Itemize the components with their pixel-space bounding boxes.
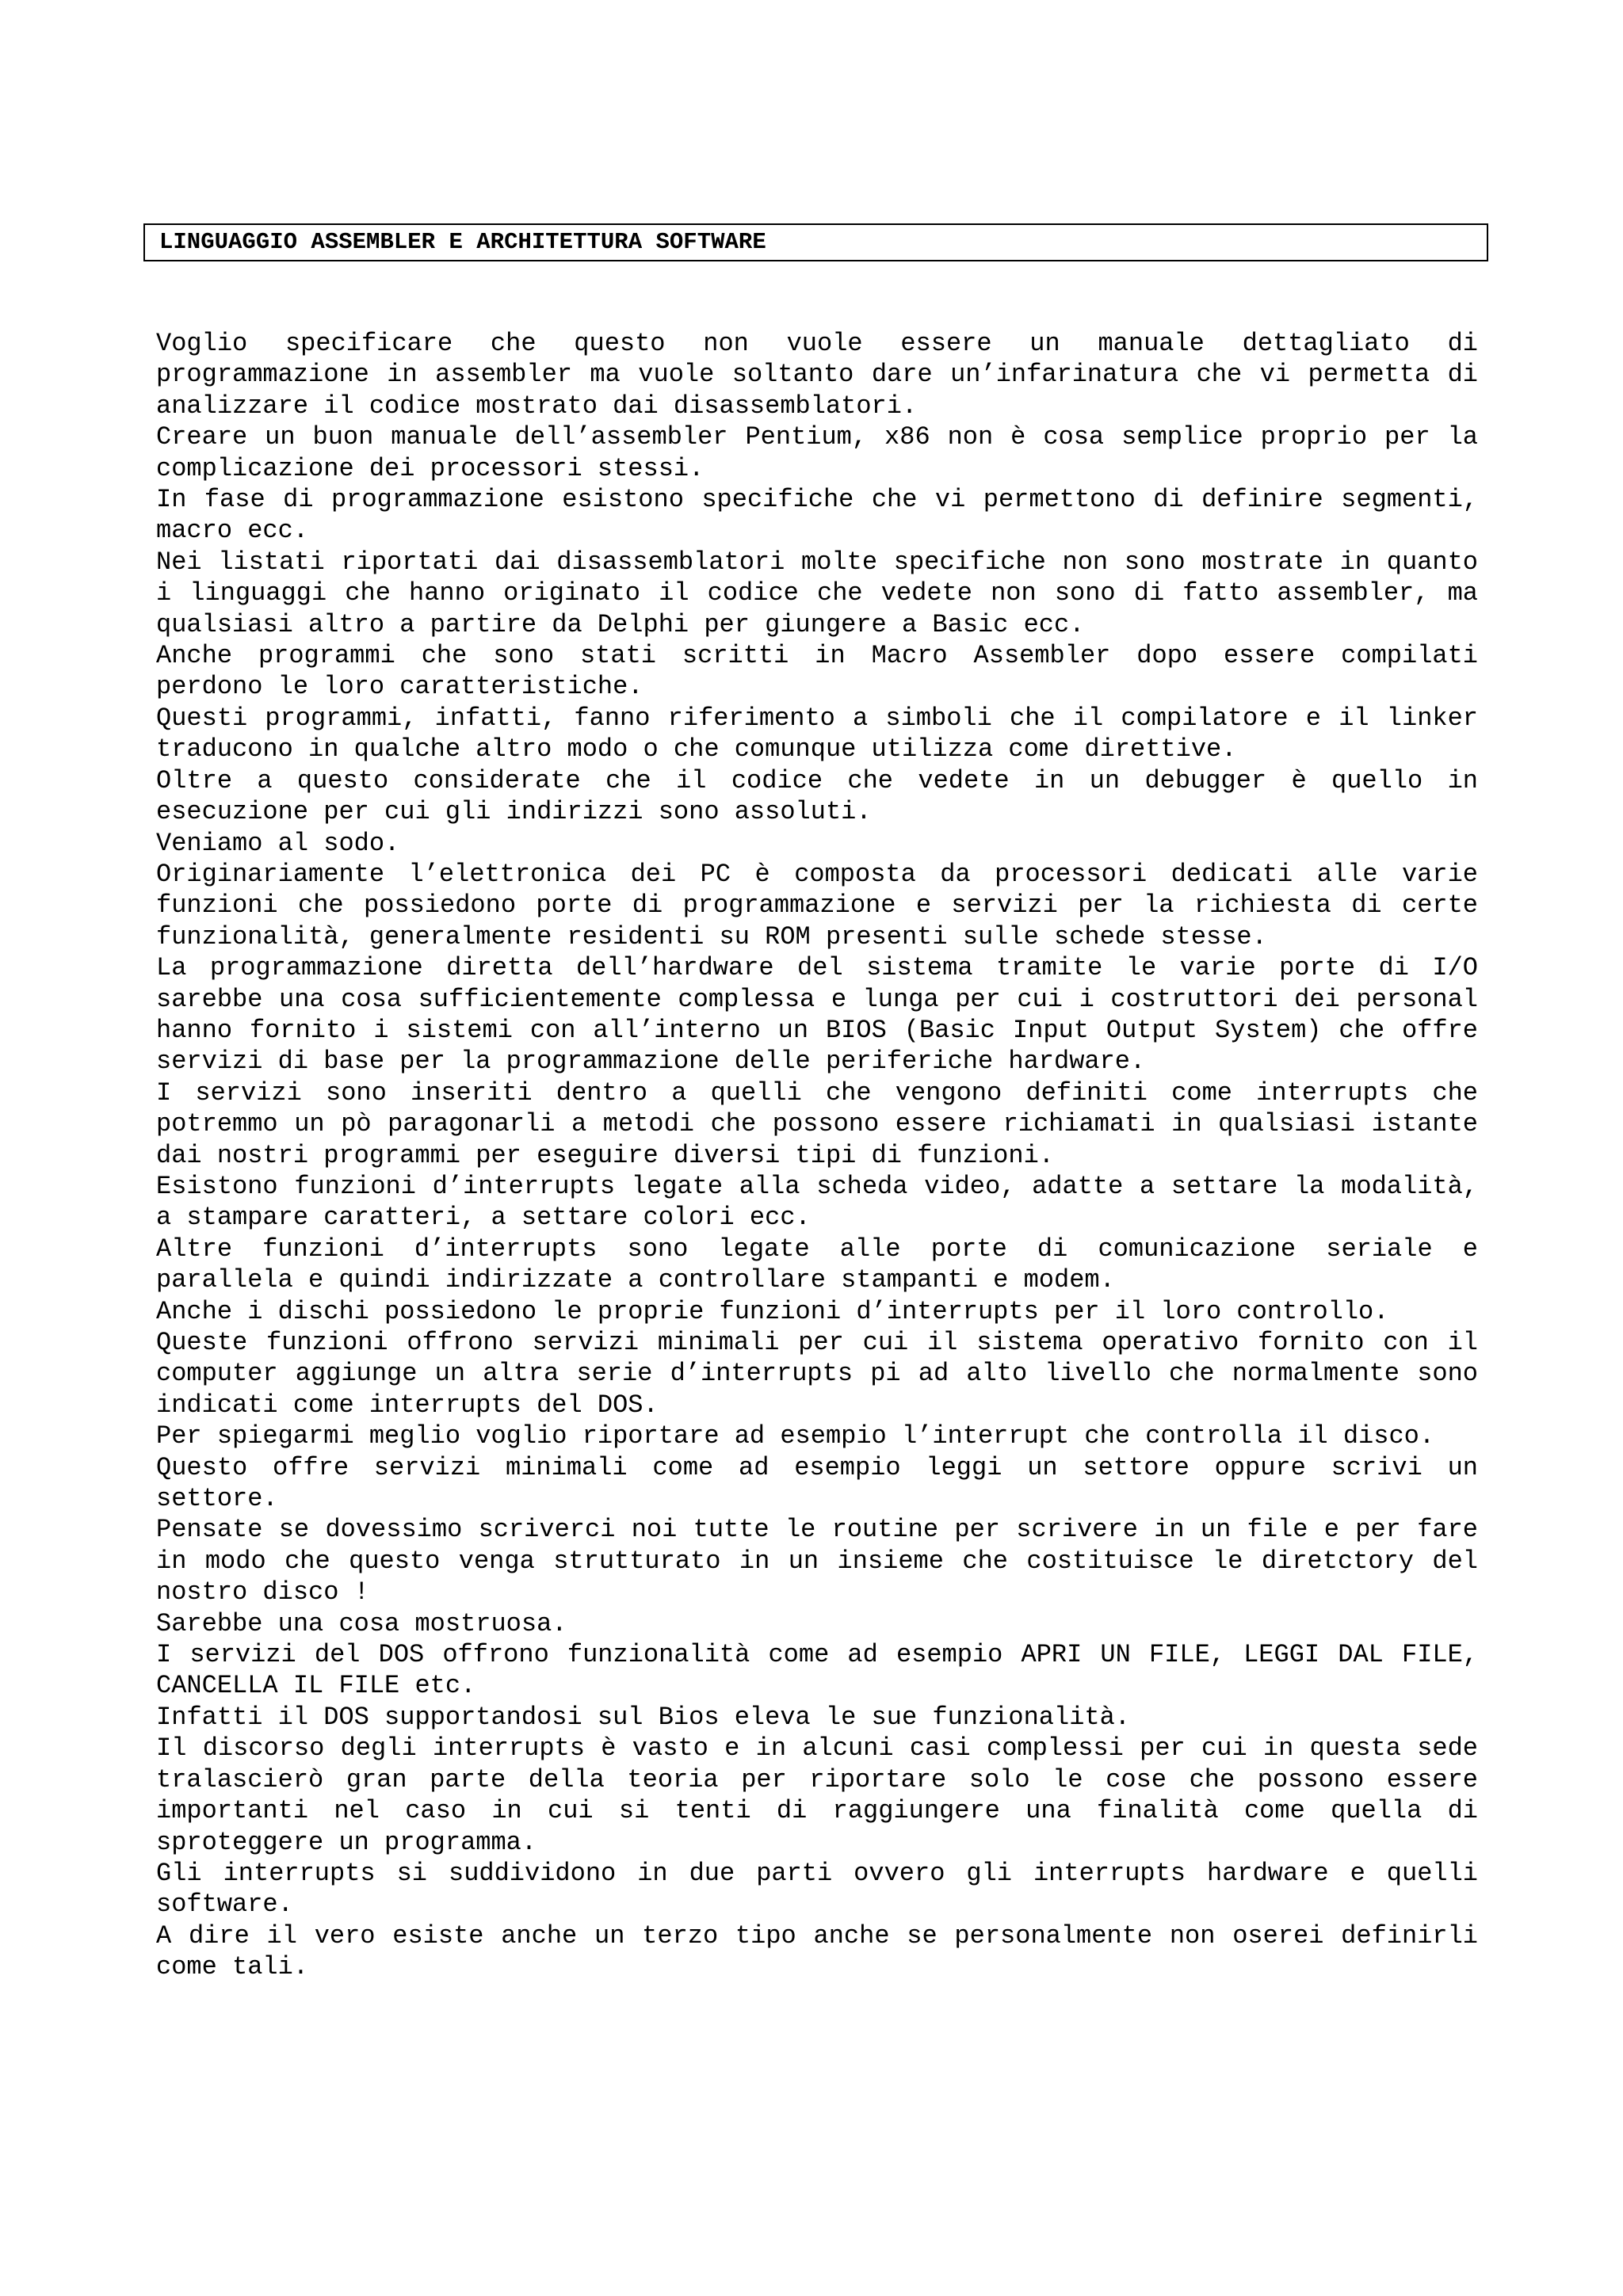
document-body	[156, 328, 1478, 1983]
title-box	[143, 223, 1488, 261]
paragraph: Queste funzioni offrono servizi minimali per cui il sistema operativo fornito con il computer aggiunge un altra serie d’interrupts pi ad alto livello che normalmente sono indicati come interrupts del DOS.	[156, 1328, 1478, 1420]
paragraph: Nei listati riportati dai disassemblatori molte specifiche non sono mostrate in quanto i linguaggi che hanno originato il codice che vedete non sono di fatto assembler, ma qualsiasi altro a partire da Delphi per giungere a Basic ecc.	[156, 547, 1478, 639]
paragraph: Originariamente l’elettronica dei PC è composta da processori dedicati alle varie funzioni che possiedono porte di programmazione e servizi per la richiesta di certe funzionalità, generalmente residenti su ROM presenti sulle schede stesse.	[156, 859, 1478, 952]
page-title: LINGUAGGIO ASSEMBLER E ARCHITETTURA SOFTWARE	[159, 229, 766, 255]
paragraph: I servizi del DOS offrono funzionalità come ad esempio APRI UN FILE, LEGGI DAL FILE, CANCELLA IL FILE etc.	[156, 1640, 1478, 1701]
paragraph: In fase di programmazione esistono specifiche che vi permettono di definire segmenti, macro ecc.	[156, 485, 1478, 546]
paragraph: Voglio specificare che questo non vuole essere un manuale dettagliato di programmazione in assembler ma vuole soltanto dare un’infarinatura che vi permetta di analizzare il codice mostrato dai disassemblatori.	[156, 329, 1478, 421]
paragraph: Creare un buon manuale dell’assembler Pentium, x86 non è cosa semplice proprio per la complicazione dei processori stessi.	[156, 422, 1478, 483]
paragraph: Esistono funzioni d’interrupts legate alla scheda video, adatte a settare la modalità, a stampare caratteri, a settare colori ecc.	[156, 1171, 1478, 1233]
paragraph: A dire il vero esiste anche un terzo tipo anche se personalmente non oserei definirli come tali.	[156, 1920, 1478, 1982]
paragraph: I servizi sono inseriti dentro a quelli che vengono definiti come interrupts che potremmo un pò paragonarli a metodi che possono essere richiamati in qualsiasi istante dai nostri programmi per eseguire diversi tipi di funzioni.	[156, 1077, 1478, 1170]
paragraph: La programmazione diretta dell’hardware del sistema tramite le varie porte di I/O sarebbe una cosa sufficientemente complessa e lunga per cui i costruttori dei personal hanno fornito i sistemi con all’interno un BIOS (Basic Input Output System) che offre servizi di base per la programmazione delle periferiche hardware.	[156, 953, 1478, 1077]
paragraph: Gli interrupts si suddividono in due parti ovvero gli interrupts hardware e quelli software.	[156, 1858, 1478, 1920]
paragraph: Infatti il DOS supportandosi sul Bios eleva le sue funzionalità.	[156, 1702, 1130, 1732]
paragraph: Il discorso degli interrupts è vasto e in alcuni casi complessi per cui in questa sede tralascierò gran parte della teoria per riportare solo le cose che possono essere importanti nel caso in cui si tenti di raggiungere una finalità come quella di sproteggere un programma.	[156, 1733, 1478, 1857]
paragraph: Veniamo al sodo.	[156, 828, 400, 858]
paragraph: Pensate se dovessimo scriverci noi tutte le routine per scrivere in un file e per fare in modo che questo venga strutturato in un insieme che costituisce le diretctory del nostro disco !	[156, 1515, 1478, 1608]
paragraph: Questo offre servizi minimali come ad esempio leggi un settore oppure scrivi un settore.	[156, 1452, 1478, 1514]
paragraph: Per spiegarmi meglio voglio riportare ad esempio l’interrupt che controlla il disco.	[156, 1421, 1435, 1451]
paragraph: Altre funzioni d’interrupts sono legate alle porte di comunicazione seriale e parallela e quindi indirizzate a controllare stampanti e modem.	[156, 1234, 1478, 1295]
paragraph: Oltre a questo considerate che il codice che vedete in un debugger è quello in esecuzione per cui gli indirizzi sono assoluti.	[156, 765, 1478, 827]
paragraph: Questi programmi, infatti, fanno riferimento a simboli che il compilatore e il linker traducono in qualche altro modo o che comunque utilizza come direttive.	[156, 703, 1478, 765]
paragraph: Anche i dischi possiedono le proprie funzioni d’interrupts per il loro controllo.	[156, 1296, 1389, 1326]
paragraph: Sarebbe una cosa mostruosa.	[156, 1608, 567, 1638]
paragraph: Anche programmi che sono stati scritti in Macro Assembler dopo essere compilati perdono le loro caratteristiche.	[156, 641, 1478, 702]
